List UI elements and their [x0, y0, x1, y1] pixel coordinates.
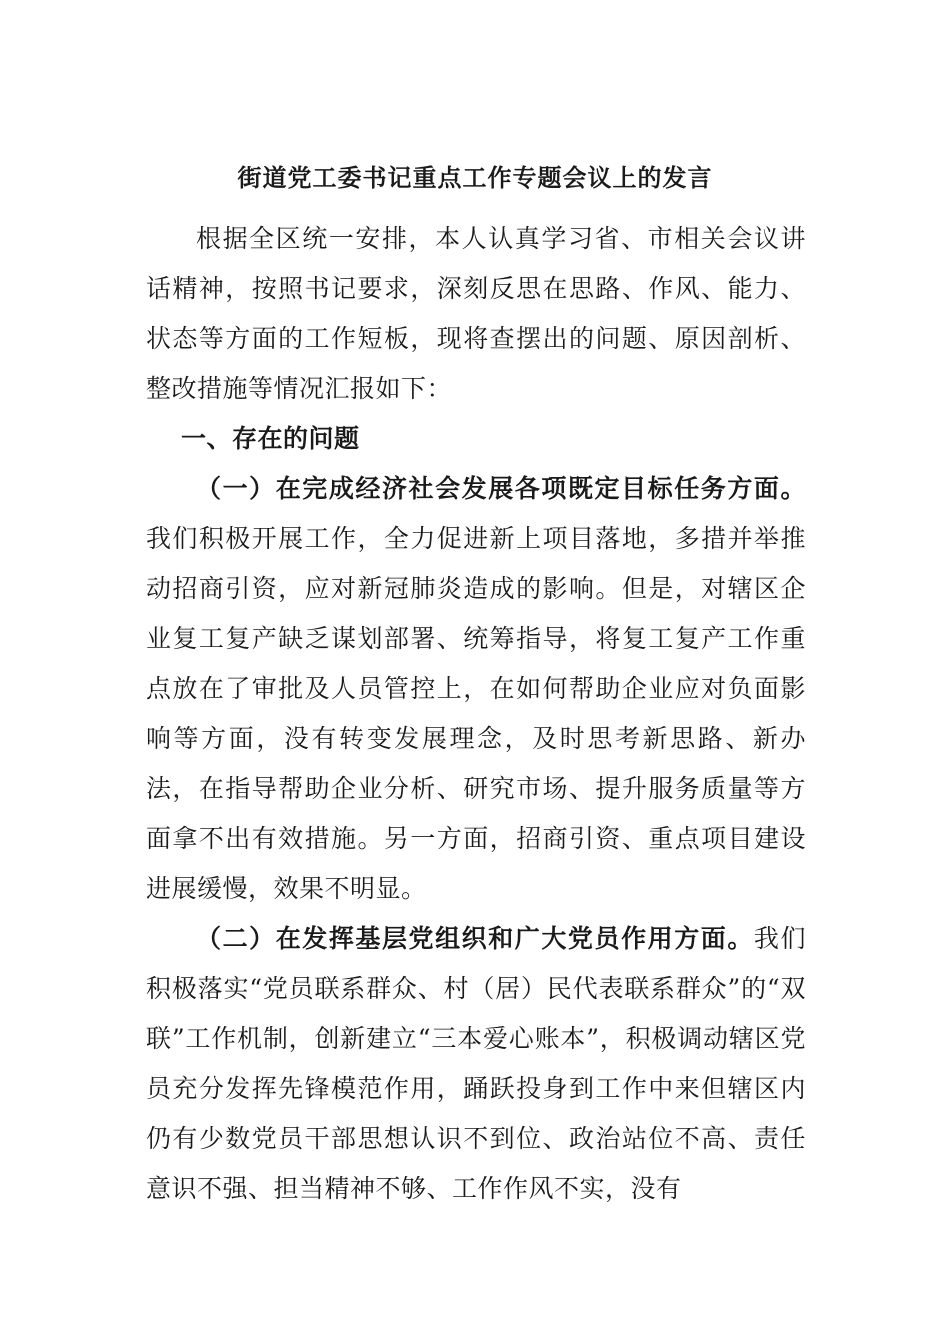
- intro-paragraph: 根据全区统一安排，本人认真学习省、市相关会议讲话精神，按照书记要求，深刻反思在思路、作风、能力、状态等方面的工作短板，现将查摆出的问题、原因剖析、整改措施等情况汇报如下：: [146, 224, 806, 403]
- item2-heading: （二）在发挥基层党组织和广大党员作用方面。: [196, 924, 754, 953]
- item1-heading: （一）在完成经济社会发展各项既定目标任务方面。: [196, 474, 806, 503]
- document-title: 街道党工委书记重点工作专题会议上的发言: [237, 163, 713, 192]
- section-heading-problems: 一、存在的问题: [181, 424, 360, 453]
- item1-paragraph: [146, 464, 806, 914]
- document-body: [146, 214, 806, 1214]
- item1-body: 我们积极开展工作，全力促进新上项目落地，多措并举推动招商引资，应对新冠肺炎造成的影响。但是，对辖区企业复工复产缺乏谋划部署、统筹指导，将复工复产工作重点放在了审批及人员管控上，在如何帮助企业应对负面影响等方面，没有转变发展理念，及时思考新思路、新办法，在指导帮助企业分析、研究市场、提升服务质量等方面拿不出有效措施。另一方面，招商引资、重点项目建设进展缓慢，效果不明显。: [146, 524, 806, 903]
- item2-paragraph: [146, 914, 806, 1214]
- item2-body: 我们积极落实“党员联系群众、村（居）民代表联系群众”的“双联”工作机制，创新建立“三本爱心账本”，积极调动辖区党员充分发挥先锋模范作用，踊跃投身到工作中来但辖区内仍有少数党员干部思想认识不到位、政治站位不高、责任意识不强、担当精神不够、工作作风不实，没有: [146, 924, 806, 1203]
